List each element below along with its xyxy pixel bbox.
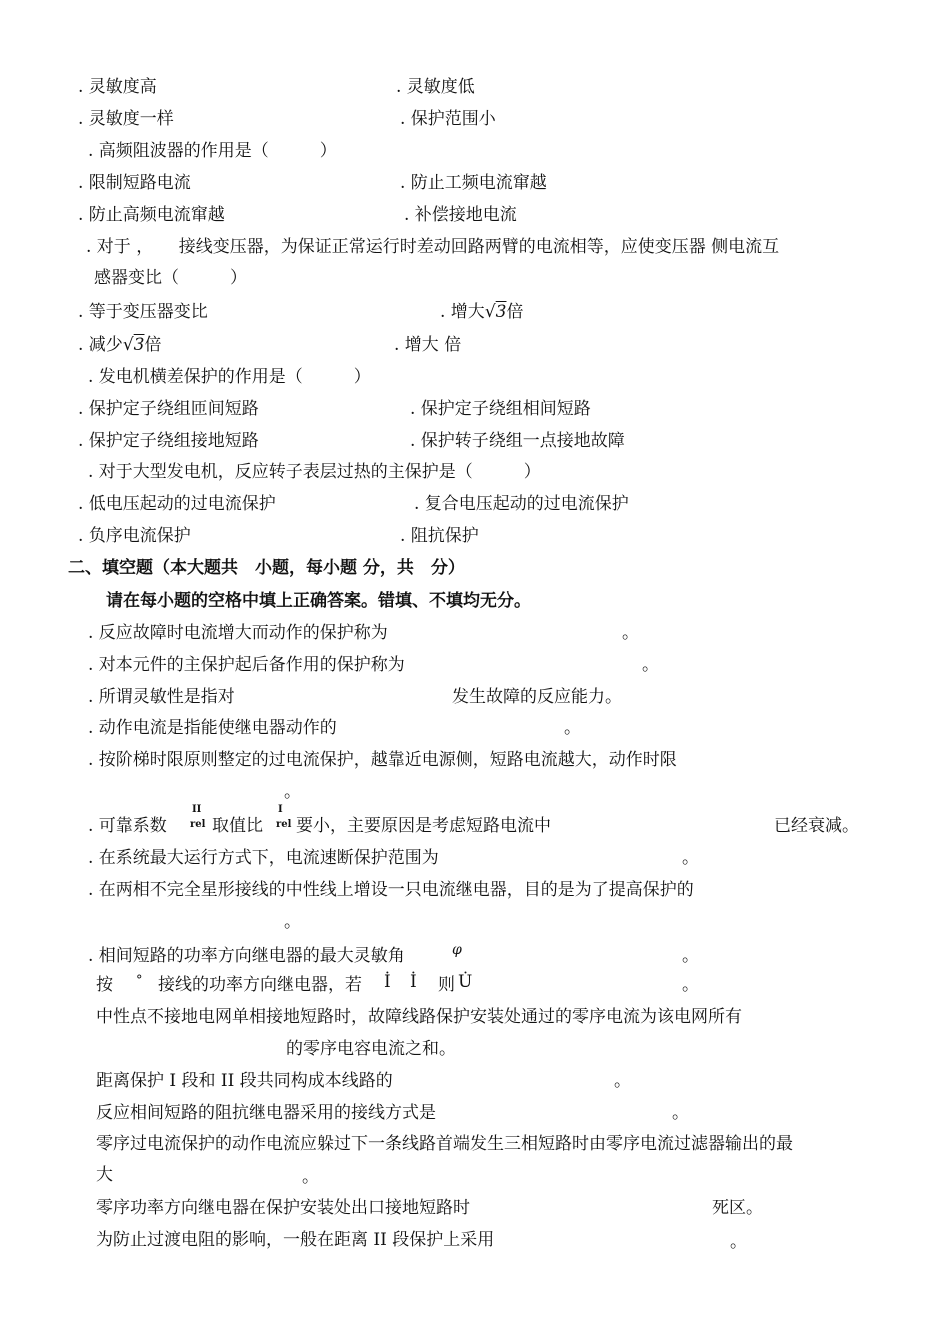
q1-option-b: . 灵敏度低 bbox=[396, 77, 475, 97]
fill-5-end: 。 bbox=[284, 782, 301, 802]
fill-15-text: 零序功率方向继电器在保护安装处出口接地短路时 bbox=[96, 1198, 470, 1218]
q3-option-a: . 等于变压器变比 bbox=[78, 302, 208, 322]
fill-12-end: 。 bbox=[614, 1071, 631, 1091]
q3-option-c-suffix: 倍 bbox=[144, 335, 162, 355]
degree-symbol: ° bbox=[136, 973, 143, 988]
fill-14-continuation: 大 bbox=[96, 1165, 113, 1185]
q2-stem: . 高频阻波器的作用是（ ） bbox=[88, 141, 337, 161]
fill-6-end: 已经衰减。 bbox=[774, 816, 859, 836]
q3-stem-line2: 感器变比（ ） bbox=[94, 268, 247, 288]
fill-12-text: 距离保护 I 段和 II 段共同构成本线路的 bbox=[96, 1071, 393, 1091]
q3-stem-line1: . 对于 ， 接线变压器，为保证正常运行时差动回路两臂的电流相等，应使变压器 侧电流互 bbox=[86, 237, 780, 257]
fill-6-text-b: 取值比 bbox=[212, 816, 263, 836]
fill-10-end: 。 bbox=[682, 975, 699, 995]
q2-option-b: . 防止工频电流窜越 bbox=[400, 173, 547, 193]
q4-option-d: . 保护转子绕组一点接地故障 bbox=[410, 431, 625, 451]
q3-option-c bbox=[78, 334, 161, 356]
sqrt-symbol: √3 bbox=[484, 302, 507, 322]
q2-option-d: . 补偿接地电流 bbox=[404, 205, 517, 225]
q3-option-b-prefix: . 增大 bbox=[440, 302, 485, 322]
k-rel-ii-superscript: II bbox=[192, 804, 202, 815]
sqrt-symbol: √3 bbox=[122, 335, 145, 355]
fill-5-text: . 按阶梯时限原则整定的过电流保护，越靠近电源侧，短路电流越大，动作时限 bbox=[88, 750, 677, 770]
fill-13-text: 反应相间短路的阻抗继电器采用的接线方式是 bbox=[96, 1103, 436, 1123]
fill-11-text: 中性点不接地电网单相接地短路时，故障线路保护安装处通过的零序电流为该电网所有 bbox=[96, 1007, 742, 1027]
current-phasor-1: İ bbox=[384, 972, 391, 992]
q4-option-a: . 保护定子绕组匝间短路 bbox=[78, 399, 259, 419]
fill-8-end: 。 bbox=[284, 912, 301, 932]
q3-option-c-prefix: . 减少 bbox=[78, 335, 123, 355]
fill-14-end: 。 bbox=[302, 1167, 319, 1187]
q5-option-b: . 复合电压起动的过电流保护 bbox=[414, 494, 629, 514]
k-rel-ii-subscript: rel bbox=[190, 819, 206, 830]
fill-6-text-c: 要小，主要原因是考虑短路电流中 bbox=[296, 816, 551, 836]
q5-option-d: . 阻抗保护 bbox=[400, 526, 479, 546]
q5-stem: . 对于大型发电机，反应转子表层过热的主保护是（ ） bbox=[88, 462, 541, 482]
q5-option-c: . 负序电流保护 bbox=[78, 526, 191, 546]
fill-16-text: 为防止过渡电阻的影响，一般在距离 II 段保护上采用 bbox=[96, 1230, 495, 1250]
q1-option-d: . 保护范围小 bbox=[400, 109, 496, 129]
section2-title: 二、填空题（本大题共 小题，每小题 分，共 分） bbox=[68, 558, 465, 578]
q1-option-c: . 灵敏度一样 bbox=[78, 109, 174, 129]
section2-instruction: 请在每小题的空格中填上正确答案。错填、不填均无分。 bbox=[106, 591, 531, 611]
fill-10-text-a: 按 bbox=[96, 975, 113, 995]
q4-option-c: . 保护定子绕组接地短路 bbox=[78, 431, 259, 451]
fill-2-text: . 对本元件的主保护起后备作用的保护称为 bbox=[88, 655, 405, 675]
fill-1-text: . 反应故障时电流增大而动作的保护称为 bbox=[88, 623, 388, 643]
q4-option-b: . 保护定子绕组相间短路 bbox=[410, 399, 591, 419]
fill-4-end: 。 bbox=[564, 718, 581, 738]
fill-4-text: . 动作电流是指能使继电器动作的 bbox=[88, 718, 337, 738]
fill-11-end: 的零序电容电流之和。 bbox=[286, 1039, 456, 1059]
fill-7-text: . 在系统最大运行方式下，电流速断保护范围为 bbox=[88, 848, 439, 868]
fill-7-end: 。 bbox=[682, 848, 699, 868]
q2-option-a: . 限制短路电流 bbox=[78, 173, 191, 193]
q3-option-b-suffix: 倍 bbox=[506, 302, 524, 322]
fill-15-end: 死区。 bbox=[712, 1198, 763, 1218]
fill-9-text: . 相间短路的功率方向继电器的最大灵敏角 bbox=[88, 946, 405, 966]
fill-9-end: 。 bbox=[682, 946, 699, 966]
k-rel-i-subscript: rel bbox=[276, 819, 292, 830]
q3-option-d: . 增大 倍 bbox=[394, 335, 462, 355]
q4-stem: . 发电机横差保护的作用是（ ） bbox=[88, 367, 371, 387]
k-rel-i-superscript: I bbox=[278, 804, 283, 815]
fill-2-end: 。 bbox=[642, 655, 659, 675]
current-phasor-2: İ bbox=[410, 972, 417, 992]
fill-1-end: 。 bbox=[622, 623, 639, 643]
q2-option-c: . 防止高频电流窜越 bbox=[78, 205, 225, 225]
phi-symbol: φ bbox=[452, 942, 462, 958]
voltage-phasor: U̇ bbox=[458, 972, 473, 992]
fill-3-text: . 所谓灵敏性是指对 bbox=[88, 687, 235, 707]
fill-8-text: . 在两相不完全星形接线的中性线上增设一只电流继电器，目的是为了提高保护的 bbox=[88, 880, 694, 900]
fill-10-text-c: 接线的功率方向继电器，若 bbox=[158, 975, 362, 995]
q3-option-b bbox=[440, 301, 523, 323]
q1-option-a: . 灵敏度高 bbox=[78, 77, 157, 97]
fill-16-end: 。 bbox=[730, 1232, 747, 1252]
fill-14-text: 零序过电流保护的动作电流应躲过下一条线路首端发生三相短路时由零序电流过滤器输出的最 bbox=[96, 1134, 793, 1154]
fill-13-end: 。 bbox=[672, 1103, 689, 1123]
q5-option-a: . 低电压起动的过电流保护 bbox=[78, 494, 276, 514]
fill-6-text-a: . 可靠系数 bbox=[88, 816, 167, 836]
fill-3-end: 发生故障的反应能力。 bbox=[452, 687, 622, 707]
fill-10-text-d: 则 bbox=[438, 975, 455, 995]
